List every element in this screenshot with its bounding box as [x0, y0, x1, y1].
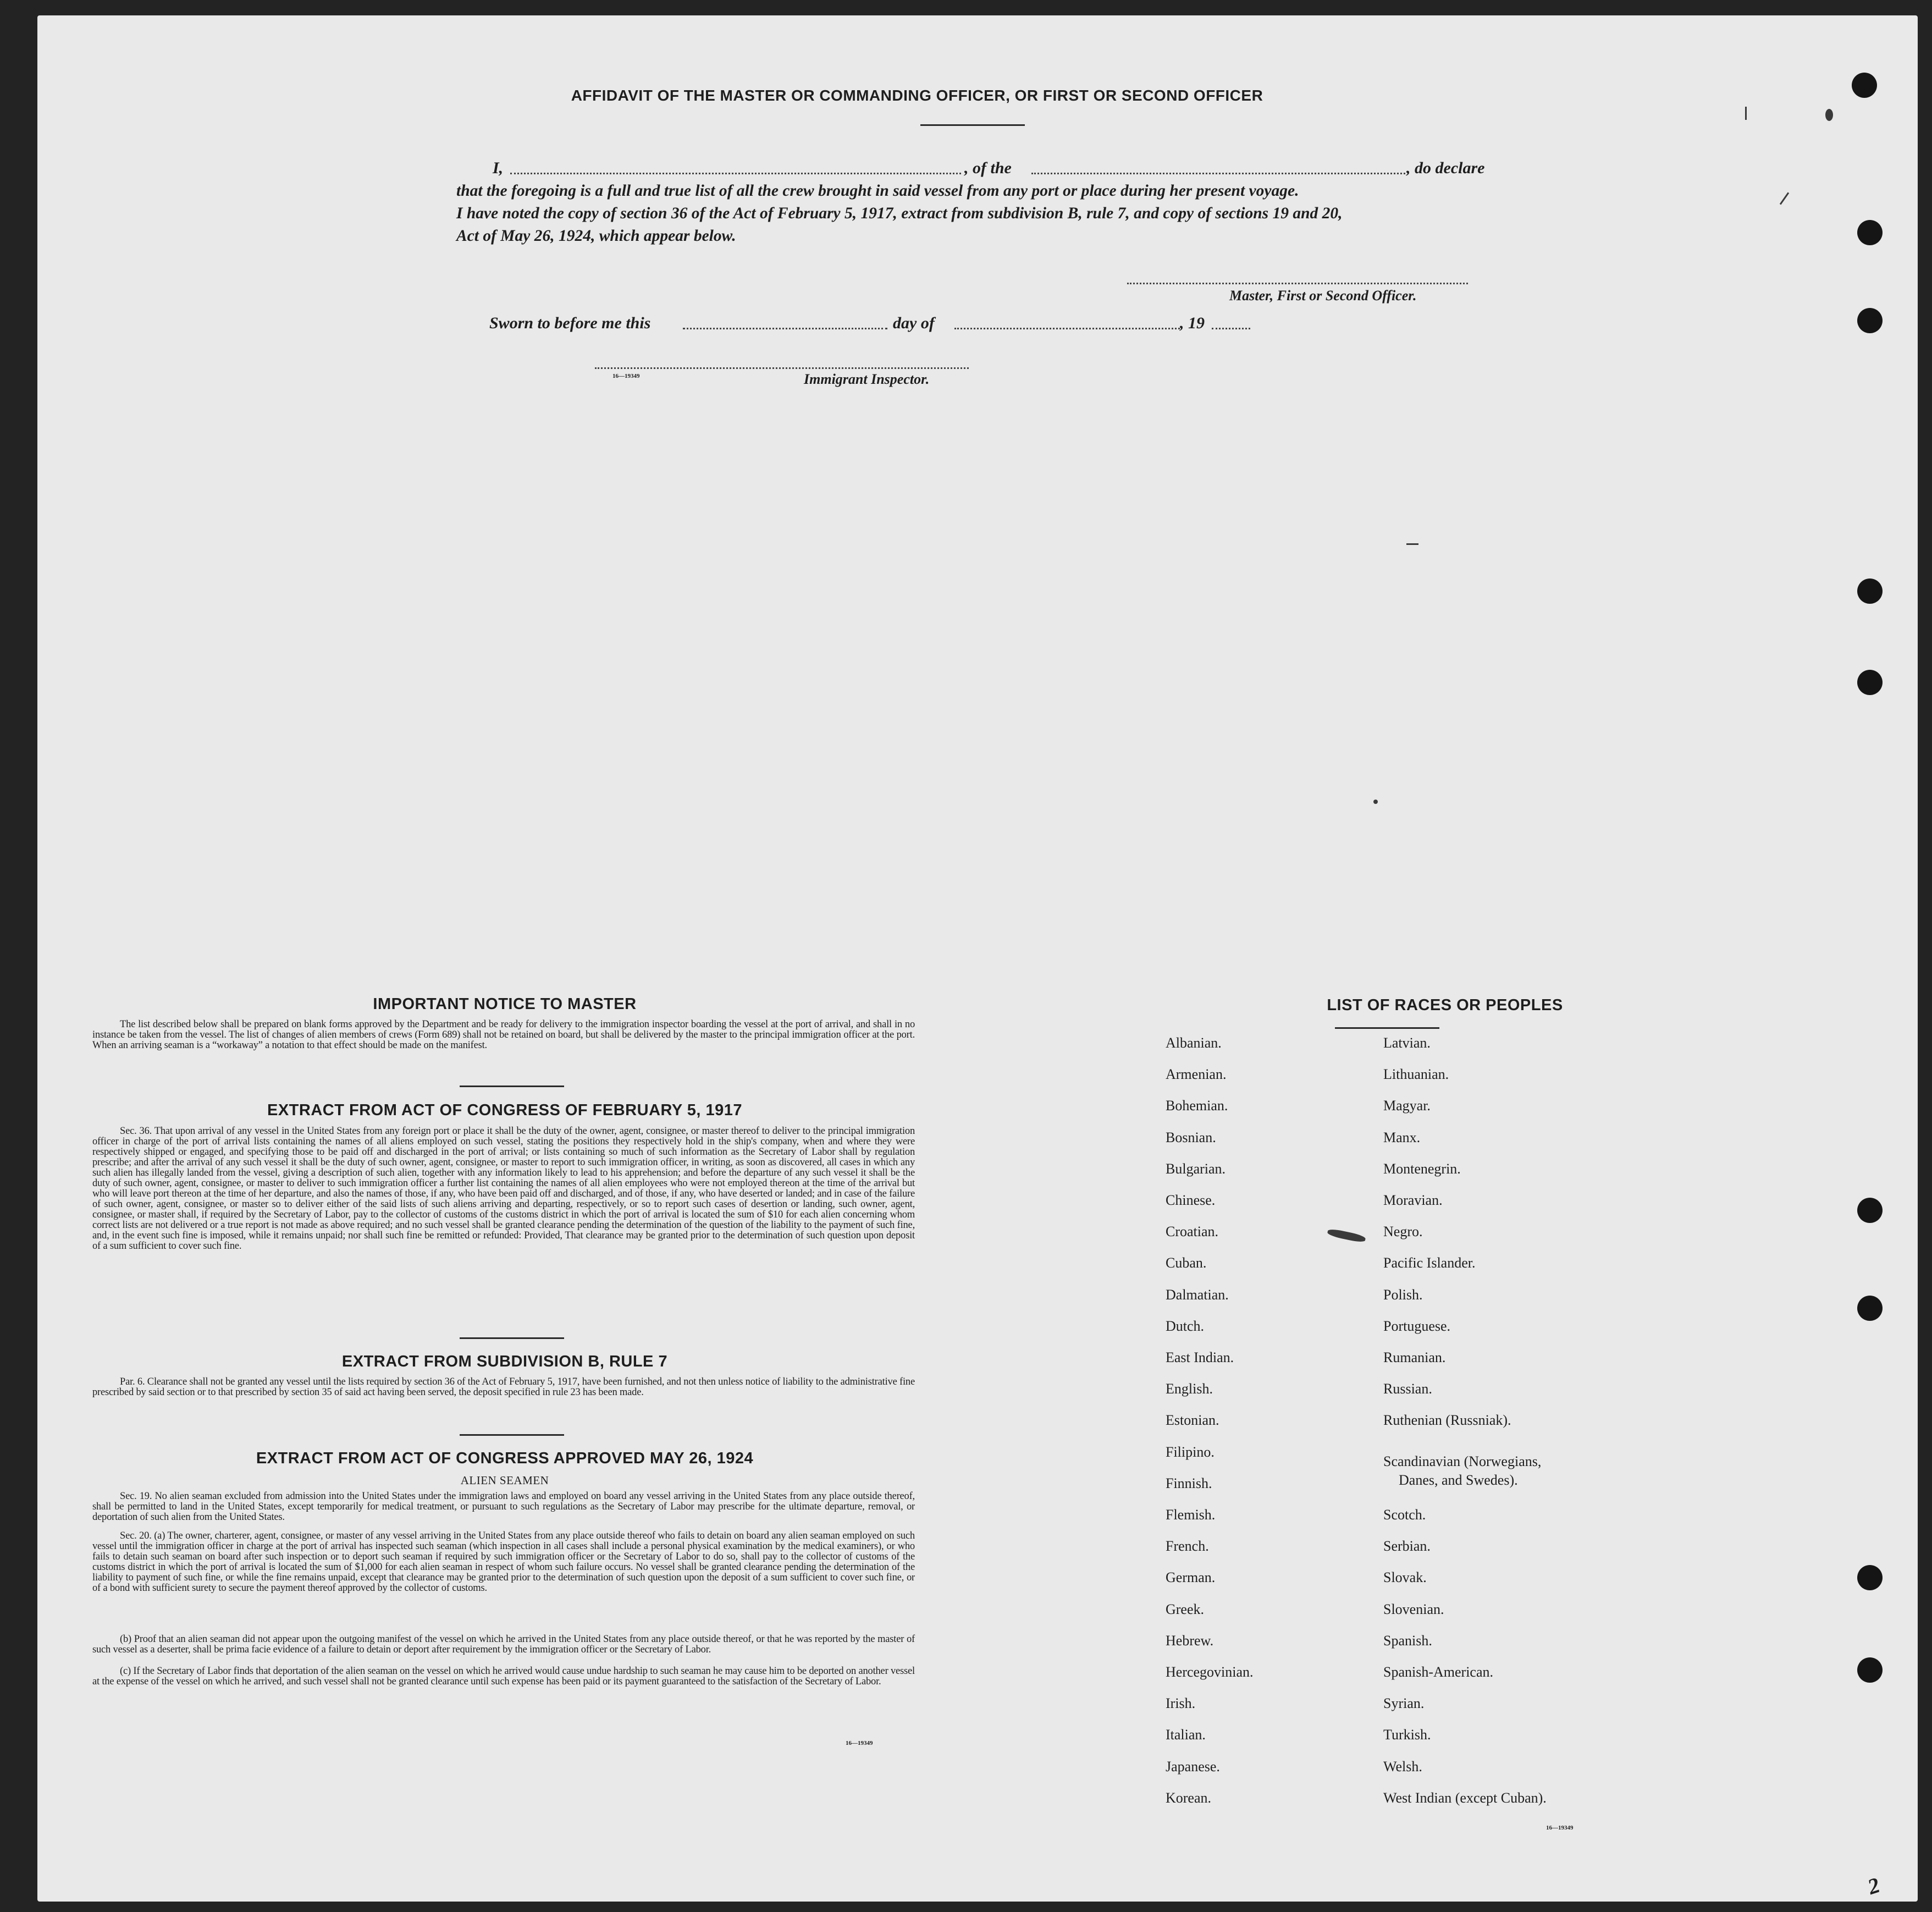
affidavit-of-the: , of the [964, 159, 1012, 177]
race-item: Italian. [1166, 1727, 1206, 1743]
race-item: Serbian. [1383, 1538, 1431, 1555]
race-item: Magyar. [1383, 1098, 1431, 1114]
binder-hole [1857, 1296, 1883, 1321]
sec-20a-body: Sec. 20. (a) The owner, charterer, agent, consignee, or master of any vessel arriving in the United States from any place outside thereof who fails to detain on board any alien seaman employed on such vessel until the immigration officer in charge at the port of arrival has inspected such seaman (which inspection in all cases shall include a personal physical examination by the medical examiners), or who fails to detain such seaman on board after such inspection or to deport such seaman if required by such immigration officer or the Secretary of Labor to do so, shall pay to the collector of customs of the customs district in which the port of arrival is located the sum of $1,000 for each alien seaman in respect of whom such failure occurs. No vessel shall be granted clearance pending the determination of the liability to payment of such fine, or while the fine remains unpaid, except that clearance may be granted prior to the determination of such question upon the deposit of a sum sufficient to cover such fine, or of a bond with sufficient surety to secure the payment thereof approved by the collector of customs. [92, 1530, 915, 1594]
signature-blank[interactable] [1127, 283, 1468, 284]
race-item: German. [1166, 1569, 1216, 1586]
divider [460, 1086, 564, 1087]
race-item: Welsh. [1383, 1758, 1422, 1775]
divider [1335, 1027, 1439, 1029]
extract-1924-title: EXTRACT FROM ACT OF CONGRESS APPROVED MAY 26, 1924 [256, 1450, 754, 1467]
race-item: Russian. [1383, 1381, 1432, 1397]
race-item: Polish. [1383, 1286, 1423, 1303]
race-item: Dalmatian. [1166, 1286, 1229, 1303]
sec-20b-body: (b) Proof that an alien seaman did not appear upon the outgoing manifest of the vessel on which he arrived in the United States from any place outside thereof, or that he was reported by the master of such vessel as a deserter, shall be prima facie evidence of a failure to detain or deport after requirement by the immigration officer or the Secretary of Labor. [92, 1634, 915, 1655]
pencil-mark [1745, 107, 1747, 120]
races-title: LIST OF RACES OR PEOPLES [1327, 996, 1563, 1014]
pencil-mark [1780, 192, 1789, 205]
rule-7-body: Par. 6. Clearance shall not be granted any vessel until the lists required by section 36 of the Act of February 5, 1917, have been furnished, and not then unless notice of liability to the administrative fine prescribed by said section or to that prescribed by section 35 of said act having been served, the deposit specified in rule 23 has been made. [92, 1376, 915, 1398]
extract-1917-body: Sec. 36. That upon arrival of any vessel in the United States from any foreign port or place it shall be the duty of the owner, agent, consignee, or master thereof to deliver to the principal immigration officer in charge of the port of arrival lists containing the names of all aliens employed on such vessel, stating the positions they respectively hold in the ship's company, when and where they were respectively shipped or engaged, and specifying those to be paid off and discharged in the port of arrival; or lists containing so much of such information as the Secretary of Labor shall by regulation prescribe; and after the arrival of any such vessel it shall be the duty of such owner, agent, consignee, or master to report to such immigration officer, in writing, as soon as discovered, all cases in which any such alien has illegally landed from the vessel, giving a description of such alien, together with any information likely to lead to his apprehension; and before the departure of any such vessel it shall be the duty of such owner, agent, consignee, or master to deliver to such immigration officer a further list containing the names of all alien employees who were not employed thereon at the time of the arrival but who will leave port thereon at the time of her departure, and also the names of those, if any, who have been paid off and discharged, and of those, if any, who have deserted or landed; and in case of the failure of such owner, agent, consignee, or master so to deliver either of the said lists of such aliens arriving and departing, respectively, or so to report such cases of desertion or landing, such owner, agent, consignee, or master shall, if required by the Secretary of Labor, pay to the collector of customs of the customs district in which the port of arrival is located the sum of $10 for each alien concerning whom correct lists are not delivered or a true report is not made as above required; and no such vessel shall be granted clearance pending the determination of the question of the liability to the payment of such fine, and, in the event such fine is imposed, while it remains unpaid; nor shall such fine be remitted or refunded: Provided, That clearance may be granted prior to the determination of such question upon deposit of a sum sufficient to cover such fine. [92, 1126, 915, 1252]
race-item: Cuban. [1166, 1255, 1207, 1271]
binder-hole [1857, 670, 1883, 695]
affidavit-declare: , do declare [1406, 159, 1485, 177]
race-item: Rumanian. [1383, 1349, 1446, 1365]
race-item: Bulgarian. [1166, 1160, 1226, 1177]
race-item: Ruthenian (Russniak). [1383, 1412, 1511, 1429]
ink-dot [1373, 800, 1378, 804]
race-item: Chinese. [1166, 1192, 1216, 1208]
pencil-mark [1406, 543, 1418, 545]
race-item: Scandinavian (Norwegians, [1383, 1453, 1542, 1469]
race-item: English. [1166, 1381, 1213, 1397]
race-item: Croatian. [1166, 1224, 1219, 1240]
ink-smear [1327, 1228, 1366, 1243]
race-item: Turkish. [1383, 1727, 1431, 1743]
notice-title: IMPORTANT NOTICE TO MASTER [373, 995, 637, 1013]
affidavit-line-3: I have noted the copy of section 36 of the Act of February 5, 1917, extract from subdivision B, rule 7, and copy of sections 19 and 20, [456, 205, 1343, 222]
sworn-text: Sworn to before me this [489, 314, 651, 332]
race-item: Lithuanian. [1383, 1066, 1449, 1083]
race-item: West Indian (except Cuban). [1383, 1789, 1547, 1806]
rule-7-title: EXTRACT FROM SUBDIVISION B, RULE 7 [341, 1353, 668, 1370]
day-of-text: day of [893, 314, 935, 332]
race-item: Finnish. [1166, 1475, 1212, 1491]
form-code: 16—19349 [1546, 1825, 1574, 1831]
inspector-label: Immigrant Inspector. [804, 371, 930, 387]
sworn-month-blank[interactable] [954, 328, 1180, 329]
year-text: , 19 [1180, 314, 1205, 332]
sec-19-body: Sec. 19. No alien seaman excluded from admission into the United States under the immigration laws and employed on board any vessel arriving in the United States from any place outside thereof, shall be permitted to land in the United States, except temporarily for medical treatment, or pursuant to such regulations as the Secretary of Labor may prescribe for the ultimate departure, removal, or deportation of such alien from the United States. [92, 1491, 915, 1523]
binder-hole [1857, 308, 1883, 333]
binder-hole [1857, 1565, 1883, 1590]
race-item: Hercegovinian. [1166, 1664, 1254, 1680]
ink-blot [1825, 109, 1833, 121]
notice-body: The list described below shall be prepared on blank forms approved by the Department and be ready for delivery to the immigration inspector boarding the vessel at the port of arrival, and shall in no instance be taken from the vessel. The list of changes of alien members of crews (Form 689) shall not be retained on board, but shall be delivered by the master to the principal immigration officer at the port. When an arriving seaman is a “workaway” a notation to that effect should be made on the manifest. [92, 1019, 915, 1051]
race-item: Japanese. [1166, 1758, 1220, 1775]
race-item: Irish. [1166, 1695, 1196, 1712]
vessel-blank[interactable] [1031, 173, 1405, 174]
race-item: Latvian. [1383, 1035, 1431, 1051]
sworn-year-blank[interactable] [1212, 328, 1250, 329]
race-item: French. [1166, 1538, 1209, 1555]
binder-hole [1857, 1657, 1883, 1683]
affidavit-line-2: that the foregoing is a full and true list of all the crew brought in said vessel from any port or place during her present voyage. [456, 182, 1299, 200]
race-item: Bosnian. [1166, 1129, 1216, 1145]
race-item: Slovak. [1383, 1569, 1427, 1586]
race-item: Filipino. [1166, 1443, 1215, 1460]
race-item: Portuguese. [1383, 1318, 1451, 1334]
race-item: Greek. [1166, 1601, 1205, 1617]
race-item: Montenegrin. [1383, 1160, 1461, 1177]
sec-20c-body: (c) If the Secretary of Labor finds that deportation of the alien seaman on the vessel on which he arrived would cause undue hardship to such seaman he may cause him to be deported on another vessel at the expense of the vessel on which he arrived, and such vessel shall not be granted clearance until such expense has been paid or its payment guaranteed to the satisfaction of the Secretary of Labor. [92, 1666, 915, 1687]
race-item: Estonian. [1166, 1412, 1219, 1429]
name-blank[interactable] [510, 173, 961, 174]
race-item: Flemish. [1166, 1507, 1216, 1523]
race-item: Spanish-American. [1383, 1664, 1494, 1680]
race-item: Moravian. [1383, 1192, 1443, 1208]
binder-hole [1852, 73, 1877, 98]
sworn-day-blank[interactable] [683, 328, 887, 329]
race-item: Danes, and Swedes). [1399, 1472, 1518, 1489]
affidavit-line-4: Act of May 26, 1924, which appear below. [456, 227, 736, 245]
race-item: East Indian. [1166, 1349, 1234, 1365]
race-item: Albanian. [1166, 1035, 1222, 1051]
race-item: Pacific Islander. [1383, 1255, 1476, 1271]
divider [460, 1434, 564, 1436]
race-item: Hebrew. [1166, 1632, 1214, 1649]
race-item: Spanish. [1383, 1632, 1432, 1649]
race-item: Scotch. [1383, 1507, 1426, 1523]
form-code: 16—19349 [846, 1740, 873, 1746]
race-item: Dutch. [1166, 1318, 1205, 1334]
race-item: Bohemian. [1166, 1098, 1228, 1114]
signature-label: Master, First or Second Officer. [1229, 288, 1417, 304]
form-code: 16—19349 [612, 373, 640, 379]
divider [460, 1337, 564, 1339]
race-item: Korean. [1166, 1789, 1212, 1806]
race-item: Slovenian. [1383, 1601, 1444, 1617]
alien-seamen-subtitle: ALIEN SEAMEN [460, 1474, 549, 1487]
race-item: Armenian. [1166, 1066, 1227, 1083]
binder-hole [1857, 220, 1883, 245]
extract-1917-title: EXTRACT FROM ACT OF CONGRESS OF FEBRUARY 5, 1917 [267, 1101, 743, 1119]
race-item: Syrian. [1383, 1695, 1425, 1712]
race-item: Manx. [1383, 1129, 1421, 1145]
race-item: Negro. [1383, 1224, 1423, 1240]
affidavit-i: I, [493, 159, 504, 177]
affidavit-title: AFFIDAVIT OF THE MASTER OR COMMANDING OFFICER, OR FIRST OR SECOND OFFICER [571, 87, 1263, 104]
binder-hole [1857, 1198, 1883, 1223]
corner-scribble: 2 [1864, 1872, 1883, 1899]
document-page [37, 15, 1918, 1902]
divider [920, 124, 1025, 126]
binder-hole [1857, 578, 1883, 604]
